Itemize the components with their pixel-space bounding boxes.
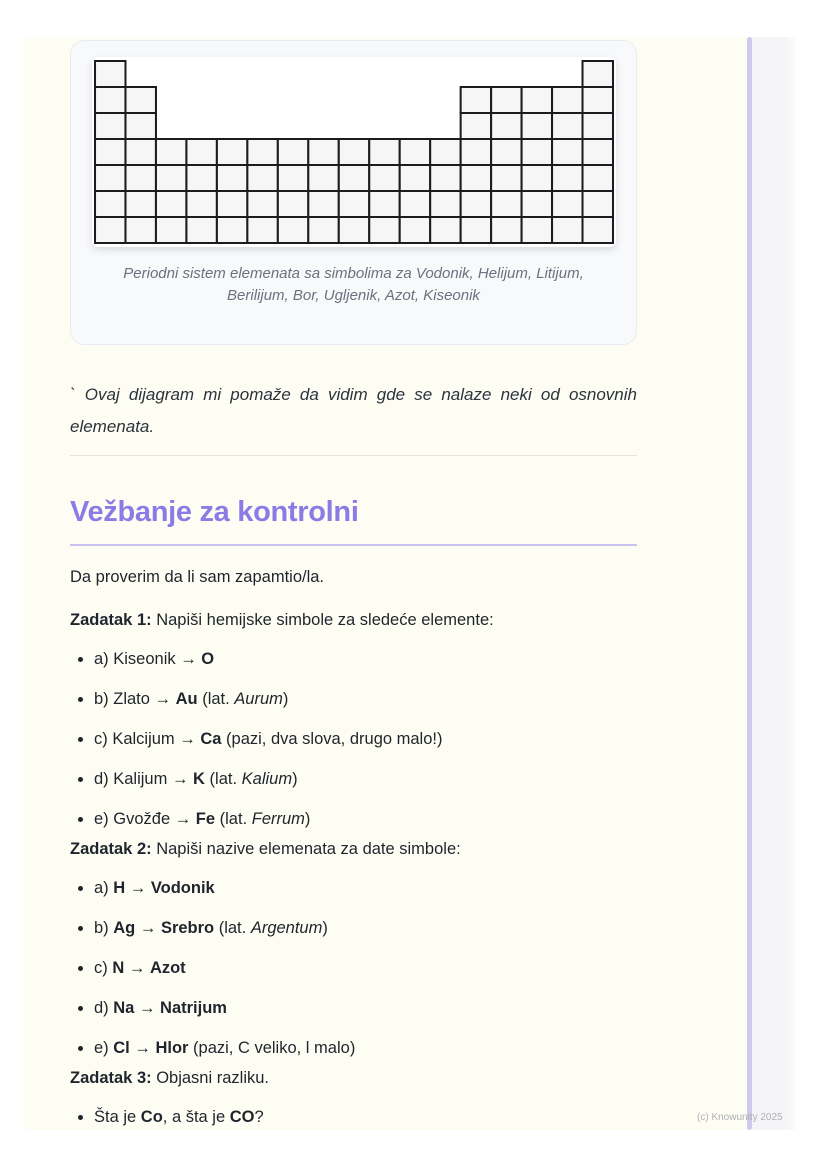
list-item: • Šta je Co, a šta je CO?: [94, 1108, 637, 1126]
list-item: • d) Na → Natrijum: [94, 999, 637, 1017]
document-page: [24, 37, 747, 1130]
task-2-label: Zadatak 2:: [70, 840, 152, 858]
task-2-line: [70, 840, 637, 859]
list-item: • d) Kalijum → K (lat. Kalium): [94, 770, 637, 788]
list-item: • b) Zlato → Au (lat. Aurum): [94, 690, 637, 708]
periodic-table-image: [92, 57, 616, 247]
section-intro: Da proverim da li sam zapamtio/la.: [70, 568, 325, 586]
right-gutter: [752, 37, 796, 1130]
periodic-table-grid-icon: [94, 60, 614, 244]
task-3-line: [70, 1069, 637, 1088]
list-item: • c) N → Azot: [94, 959, 637, 977]
section-heading: Vežbanje za kontrolni: [70, 496, 637, 546]
list-item: • c) Kalcijum → Ca (pazi, dva slova, drugo malo!): [94, 730, 637, 748]
list-item: • a) H → Vodonik: [94, 879, 637, 897]
divider: [70, 455, 637, 456]
diagram-card: [70, 40, 637, 345]
list-item: • e) Cl → Hlor (pazi, C veliko, l malo): [94, 1039, 637, 1057]
list-item: • b) Ag → Srebro (lat. Argentum): [94, 919, 637, 937]
task-3-text: Objasni razliku.: [151, 1069, 270, 1087]
task-3-label: Zadatak 3:: [70, 1069, 152, 1087]
task-1-label: Zadatak 1:: [70, 611, 152, 629]
watermark: (c) Knowunity 2025: [697, 1112, 783, 1123]
task-3-list: [70, 1108, 637, 1126]
task-1-line: [70, 611, 637, 630]
note-paragraph: ` Ovaj dijagram mi pomaže da vidim gde se nalaze neki od osnovnih elemenata.: [70, 385, 637, 436]
list-item: • e) Gvožđe → Fe (lat. Ferrum): [94, 810, 637, 828]
task-1-text: Napiši hemijske simbole za sledeće elemente:: [151, 611, 494, 629]
task-2-text: Napiši nazive elemenata za date simbole:: [151, 840, 461, 858]
task-2-list: [70, 879, 637, 1057]
diagram-caption: Periodni sistem elemenata sa simbolima za Vodonik, Helijum, Litijum, Berilijum, Bor, Ugljenik, Azot, Kiseonik: [123, 265, 584, 304]
list-item: • a) Kiseonik → O: [94, 650, 637, 668]
task-1-list: [70, 650, 637, 828]
page-content: [70, 40, 637, 1130]
